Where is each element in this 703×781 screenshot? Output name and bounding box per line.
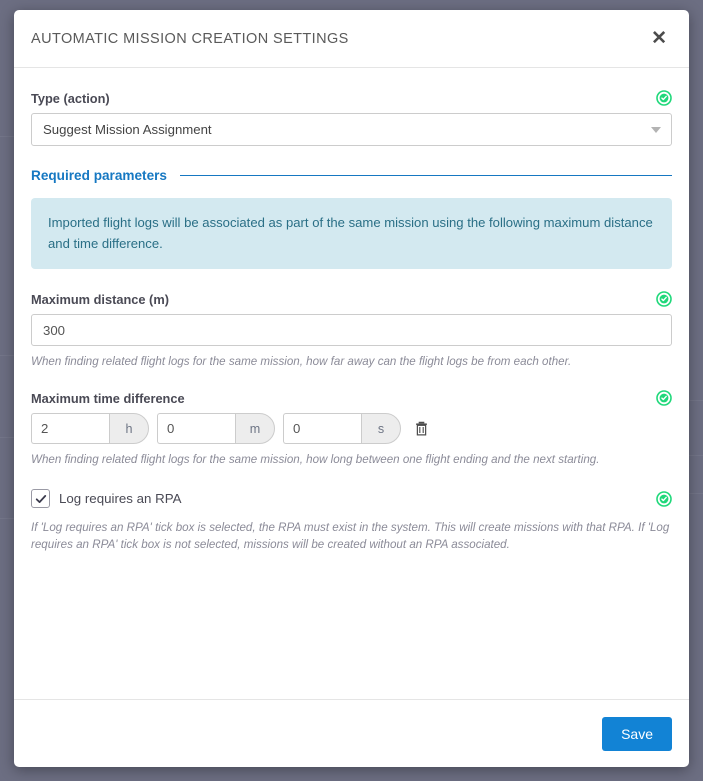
dialog-title: AUTOMATIC MISSION CREATION SETTINGS <box>31 30 349 47</box>
rpa-help-text: If 'Log requires an RPA' tick box is selected, the RPA must exist in the system. This will create missions with that RPA. If 'Log requires an RPA' tick box is not selected, missions will be created without an RPA associated. <box>31 521 670 551</box>
info-message: Imported flight logs will be associated as part of the same mission using the following maximum distance and time difference. <box>31 198 672 269</box>
max-distance-help-text: When finding related flight logs for the same mission, how far away can the flight logs be from each other. <box>31 355 572 368</box>
background-line <box>0 437 14 438</box>
close-icon[interactable]: ✕ <box>647 27 671 50</box>
max-time-inputs-row <box>31 413 672 444</box>
dialog-footer <box>14 699 689 767</box>
background-line <box>0 355 14 356</box>
max-time-block <box>31 390 672 468</box>
dialog-header <box>14 10 689 68</box>
seconds-unit-label: s <box>361 413 401 444</box>
background-line <box>689 493 703 494</box>
hours-unit-label: h <box>109 413 149 444</box>
type-field-label-row <box>31 90 672 106</box>
max-time-label: Maximum time difference <box>31 390 185 406</box>
minutes-unit-label: m <box>235 413 275 444</box>
check-circle-icon <box>656 90 672 106</box>
background-line <box>0 136 14 137</box>
check-circle-icon <box>656 491 672 507</box>
section-title: Required parameters <box>31 168 167 183</box>
rpa-checkbox-left <box>31 489 181 508</box>
automatic-mission-creation-settings-dialog <box>14 10 689 767</box>
background-line <box>689 455 703 456</box>
type-field-label: Type (action) <box>31 90 110 106</box>
required-parameters-section-header <box>31 168 672 183</box>
hours-input[interactable] <box>31 413 109 444</box>
log-requires-rpa-checkbox[interactable] <box>31 489 50 508</box>
max-distance-label: Maximum distance (m) <box>31 291 169 307</box>
check-circle-icon <box>656 390 672 406</box>
seconds-input[interactable] <box>283 413 361 444</box>
save-button[interactable]: Save <box>602 717 672 751</box>
seconds-group <box>283 413 401 444</box>
log-requires-rpa-label: Log requires an RPA <box>59 491 182 506</box>
max-time-label-row <box>31 390 672 406</box>
background-line <box>689 400 703 401</box>
rpa-checkbox-row <box>31 489 672 508</box>
trash-icon[interactable] <box>412 421 431 436</box>
dialog-body <box>14 68 689 699</box>
check-icon <box>35 493 47 505</box>
max-distance-label-row <box>31 291 672 307</box>
section-divider <box>180 175 672 176</box>
type-select-wrapper <box>31 113 672 146</box>
background-line <box>0 518 14 519</box>
minutes-group <box>157 413 275 444</box>
max-distance-input[interactable] <box>31 314 672 346</box>
check-circle-icon <box>656 291 672 307</box>
type-select[interactable]: Suggest Mission Assignment <box>31 113 672 146</box>
minutes-input[interactable] <box>157 413 235 444</box>
max-time-help-text: When finding related flight logs for the same mission, how long between one flight ending and the next starting. <box>31 453 600 466</box>
hours-group <box>31 413 149 444</box>
